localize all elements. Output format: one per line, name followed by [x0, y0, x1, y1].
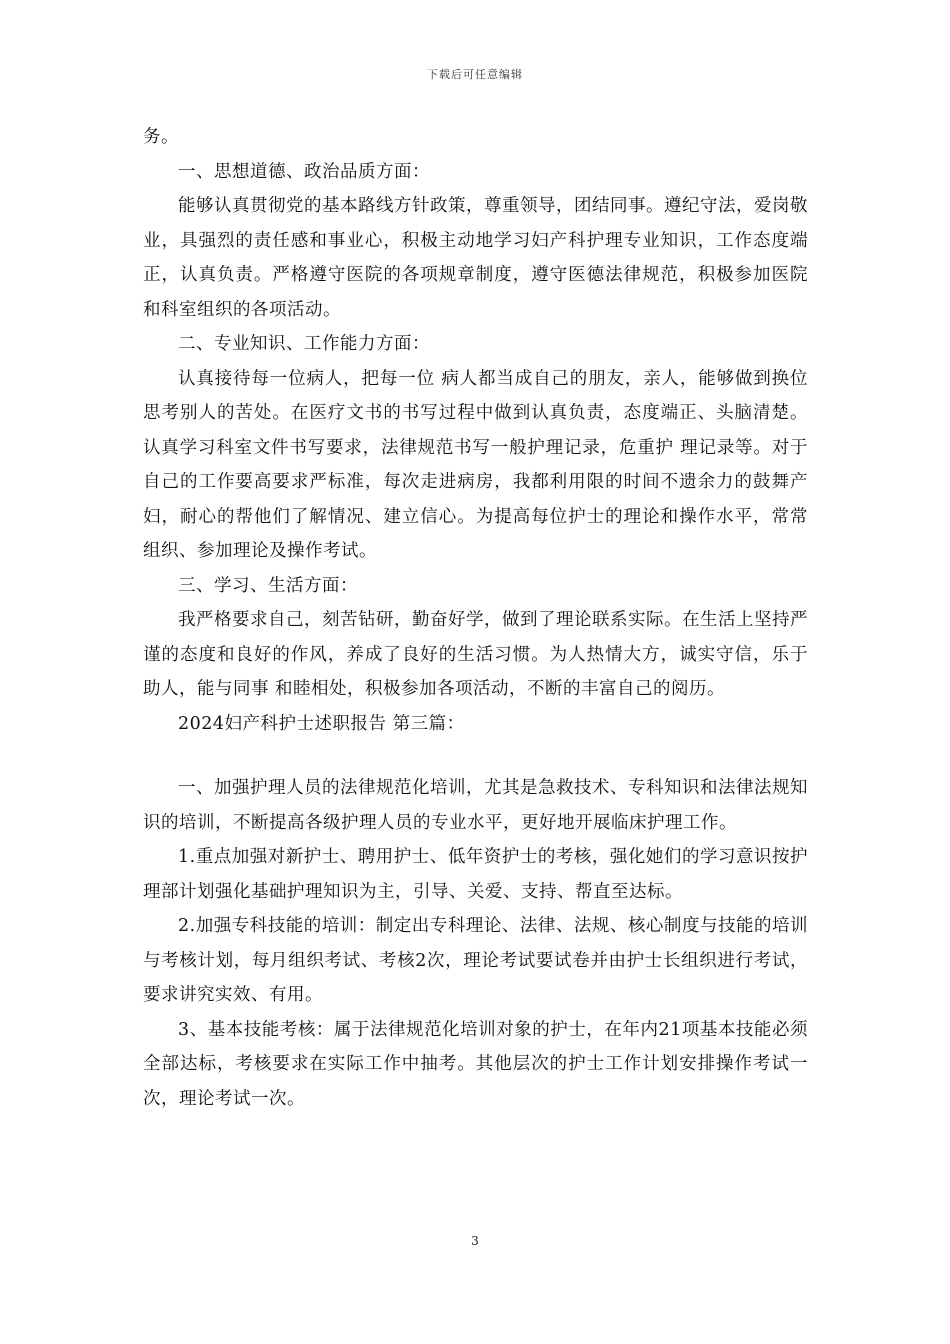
paragraph-training: 一、加强护理人员的法律规范化培训，尤其是急救技术、专科知识和法律法规知识的培训，不断提高各级护理人员的专业水平，更好地开展临床护理工作。	[143, 778, 808, 833]
blank-line	[143, 741, 808, 771]
paragraph-continuation: 务。	[143, 127, 179, 147]
page-number: 3	[471, 1234, 479, 1248]
section-heading-1: 一、思想道德、政治品质方面：	[178, 161, 430, 182]
header-note: 下载后可任意编辑	[427, 68, 523, 81]
paragraph-skills: 认真接待每一位病人，把每一位 病人都当成自己的朋友，亲人，能够做到换位思考别人的苦处。在医疗文书的书写过程中做到认真负责，态度端正、头脑清楚。认真学习科室文件书写要求，法律规范书写一般护理记录，危重护 理记录等。对于自己的工作要高要求严标准，每次走进病房，我都利用限的时间不遗余力的鼓舞产妇，耐心的帮他们了解情况、建立信心。为提高每位护士的理论和操作水平，常常组织、参加理论及操作考试。	[143, 368, 808, 561]
document-body	[143, 120, 808, 1116]
list-item-3: 3、基本技能考核：属于法律规范化培训对象的护士，在年内21项基本技能必须全部达标，考核要求在实际工作中抽考。其他层次的护士工作计划安排操作考试一次，理论考试一次。	[143, 1019, 808, 1109]
part-title: 2024妇产科护士述职报告 第三篇：	[178, 713, 465, 734]
list-item-2: 2.加强专科技能的培训：制定出专科理论、法律、法规、核心制度与技能的培训与考核计划，每月组织考试、考核2次，理论考试要试卷并由护士长组织进行考试，要求讲究实效、有用。	[143, 916, 808, 1005]
section-heading-2: 二、专业知识、工作能力方面：	[178, 334, 430, 354]
paragraph-study-life: 我严格要求自己，刻苦钻研，勤奋好学，做到了理论联系实际。在生活上坚持严谨的态度和良好的作风，养成了良好的生活习惯。为人热情大方，诚实守信，乐于助人，能与同事 和睦相处，积极参加各项活动，不断的丰富自己的阅历。	[143, 610, 808, 699]
paragraph-ethics: 能够认真贯彻党的基本路线方针政策，尊重领导，团结同事。遵纪守法，爱岗敬业，具强烈的责任感和事业心，积极主动地学习妇产科护理专业知识，工作态度端正，认真负责。严格遵守医院的各项规章制度，遵守医德法律规范，积极参加医院和科室组织的各项活动。	[143, 196, 808, 320]
section-heading-3: 三、学习、生活方面：	[178, 575, 358, 596]
list-item-1: 1.重点加强对新护士、聘用护士、低年资护士的考核，强化她们的学习意识按护理部计划强化基础护理知识为主，引导、关爱、支持、帮直至达标。	[143, 847, 808, 902]
